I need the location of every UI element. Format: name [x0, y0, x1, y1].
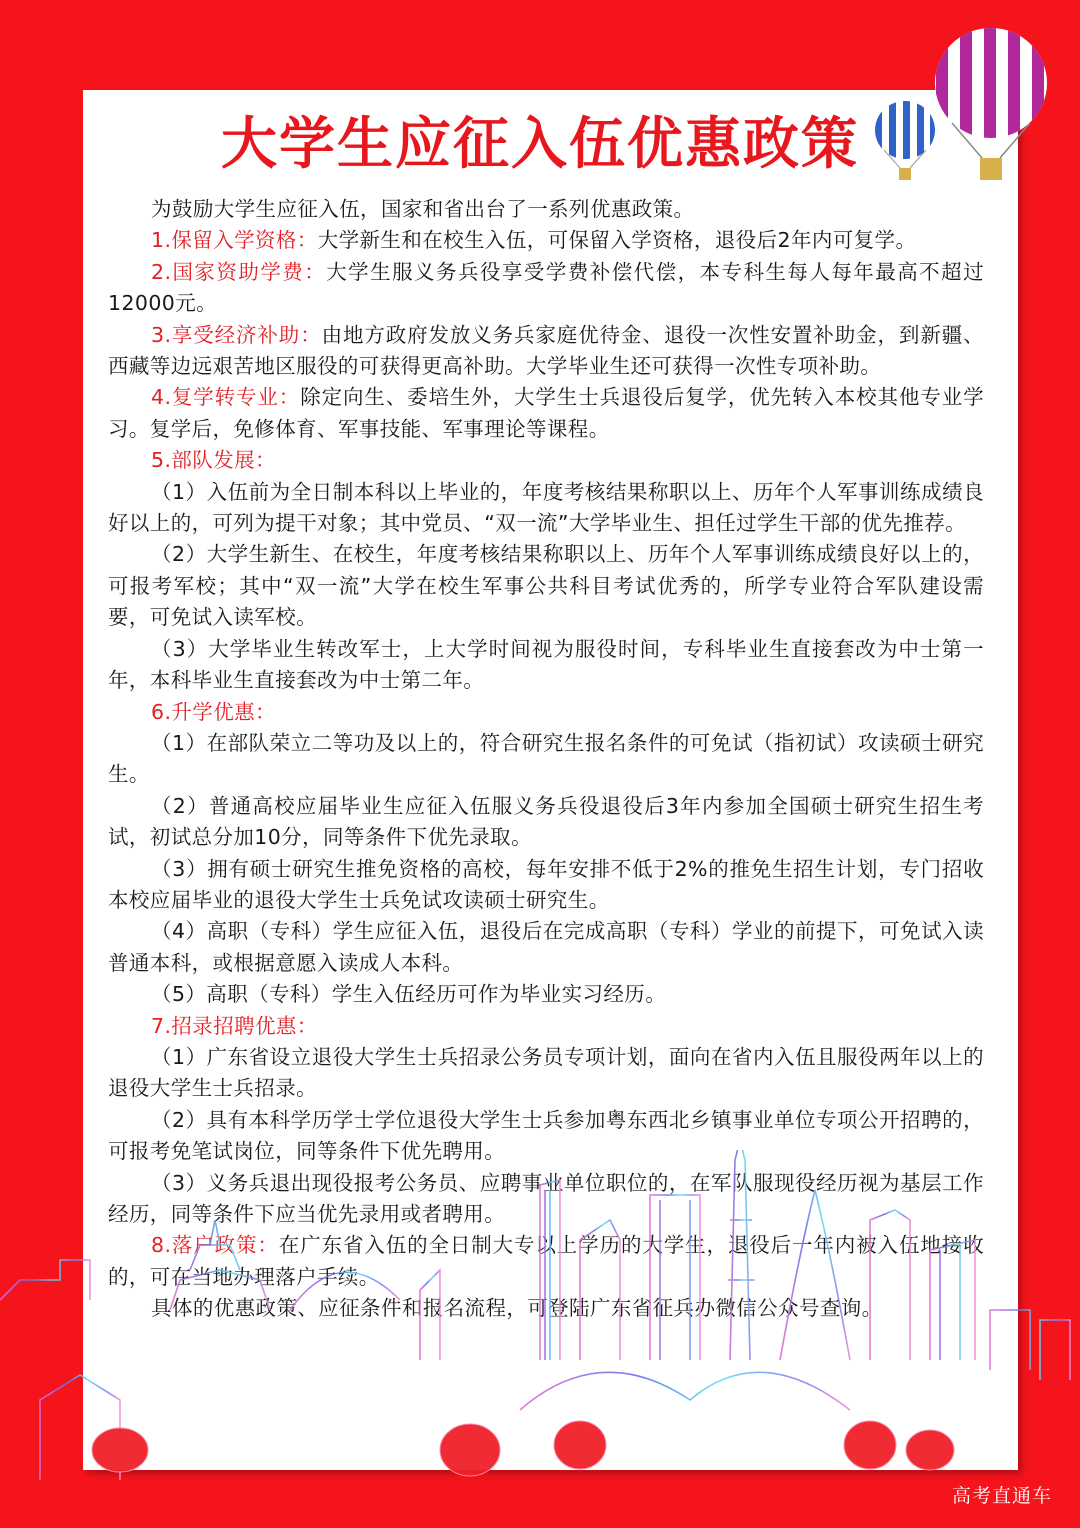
list-item: （3）大学毕业生转改军士，上大学时间视为服役时间，专科毕业生直接套改为中士第一年，本科毕业生直接套改为中士第二年。 [108, 636, 984, 693]
large-hot-air-balloon-icon [932, 28, 1050, 186]
poster-title: 大学生应征入伍优惠政策 [221, 111, 859, 177]
section-heading: 2.国家资助学费： [151, 259, 327, 284]
section-heading: 7.招录招聘优惠： [151, 1013, 318, 1038]
list-item: （5）高职（专科）学生入伍经历可作为毕业实习经历。 [151, 982, 667, 1007]
section-3 [108, 320, 984, 383]
section-4 [108, 382, 984, 445]
section-heading: 5.部队发展： [151, 448, 276, 473]
section-body: 在广东省入伍的全日制大专以上学历的大学生，退役后一年内被入伍地接收的，可在当地办理落户手续。 [108, 1233, 984, 1289]
section-7-heading [108, 1011, 984, 1042]
section-5-heading [108, 445, 984, 476]
section-1 [108, 225, 984, 256]
list-item: （2）大学生新生、在校生，年度考核结果称职以上、历年个人军事训练成绩良好以上的，可报考军校；其中“双一流”大学在校生军事公共科目考试优秀的，所学专业符合军队建设需要，可免试入读军校。 [108, 542, 984, 630]
closing-paragraph: 具体的优惠政策、应征条件和报名流程，可登陆广东省征兵办微信公众号查询。 [151, 1296, 883, 1321]
list-item: （1）广东省设立退役大学生士兵招录公务员专项计划，面向在省内入伍且服役两年以上的退役大学生士兵招录。 [108, 1044, 984, 1101]
small-hot-air-balloon-icon [872, 100, 938, 186]
section-heading: 3.享受经济补助： [151, 322, 322, 347]
city-skyline-illustration [0, 1150, 1080, 1528]
list-item: （3）拥有硕士研究生推免资格的高校，每年安排不低于2%的推免生招生计划，专门招收本校应届毕业的退役大学生士兵免试攻读硕士研究生。 [108, 856, 984, 912]
list-item: （1）入伍前为全日制本科以上毕业的，年度考核结果称职以上、历年个人军事训练成绩良好以上的，可列为提干对象；其中党员、“双一流”大学毕业生、担任过学生干部的优先推荐。 [108, 479, 984, 536]
section-body: 除定向生、委培生外，大学生士兵退役后复学，优先转入本校其他专业学习。复学后，免修体育、军事技能、军事理论等课程。 [108, 385, 984, 441]
section-2 [108, 257, 984, 320]
section-heading: 1.保留入学资格： [151, 228, 318, 253]
section-heading: 4.复学转专业： [151, 385, 301, 410]
section-body: 大学生服义务兵役享受学费补偿代偿，本专科生每人每年最高不超过12000元。 [108, 259, 984, 316]
section-heading: 6.升学优惠： [151, 699, 276, 724]
list-item: （4）高职（专科）学生应征入伍，退役后在完成高职（专科）学业的前提下，可免试入读普通本科，或根据意愿入读成人本科。 [108, 919, 984, 975]
watermark-text: 高考直通车 [951, 1485, 1052, 1507]
section-heading: 8.落户政策： [151, 1233, 279, 1258]
list-item: （3）义务兵退出现役报考公务员、应聘事业单位职位的，在军队服现役经历视为基层工作经历，同等条件下应当优先录用或者聘用。 [108, 1170, 984, 1226]
list-item: （2）具有本科学历学士学位退役大学生士兵参加粤东西北乡镇事业单位专项公开招聘的，可报考免笔试岗位，同等条件下优先聘用。 [108, 1107, 984, 1164]
section-6-heading [108, 697, 984, 728]
intro-paragraph: 为鼓励大学生应征入伍，国家和省出台了一系列优惠政策。 [151, 197, 695, 221]
section-body: 由地方政府发放义务兵家庭优待金、退役一次性安置补助金，到新疆、西藏等边远艰苦地区服役的可获得更高补助。大学毕业生还可获得一次性专项补助。 [108, 322, 984, 379]
list-item: （2）普通高校应届毕业生应征入伍服义务兵役退役后3年内参加全国硕士研究生招生考试，初试总分加10分，同等条件下优先录取。 [108, 793, 984, 850]
section-body: 大学新生和在校生入伍，可保留入学资格，退役后2年内可复学。 [317, 228, 917, 253]
list-item: （1）在部队荣立二等功及以上的，符合研究生报名条件的可免试（指初试）攻读硕士研究生。 [108, 730, 984, 787]
